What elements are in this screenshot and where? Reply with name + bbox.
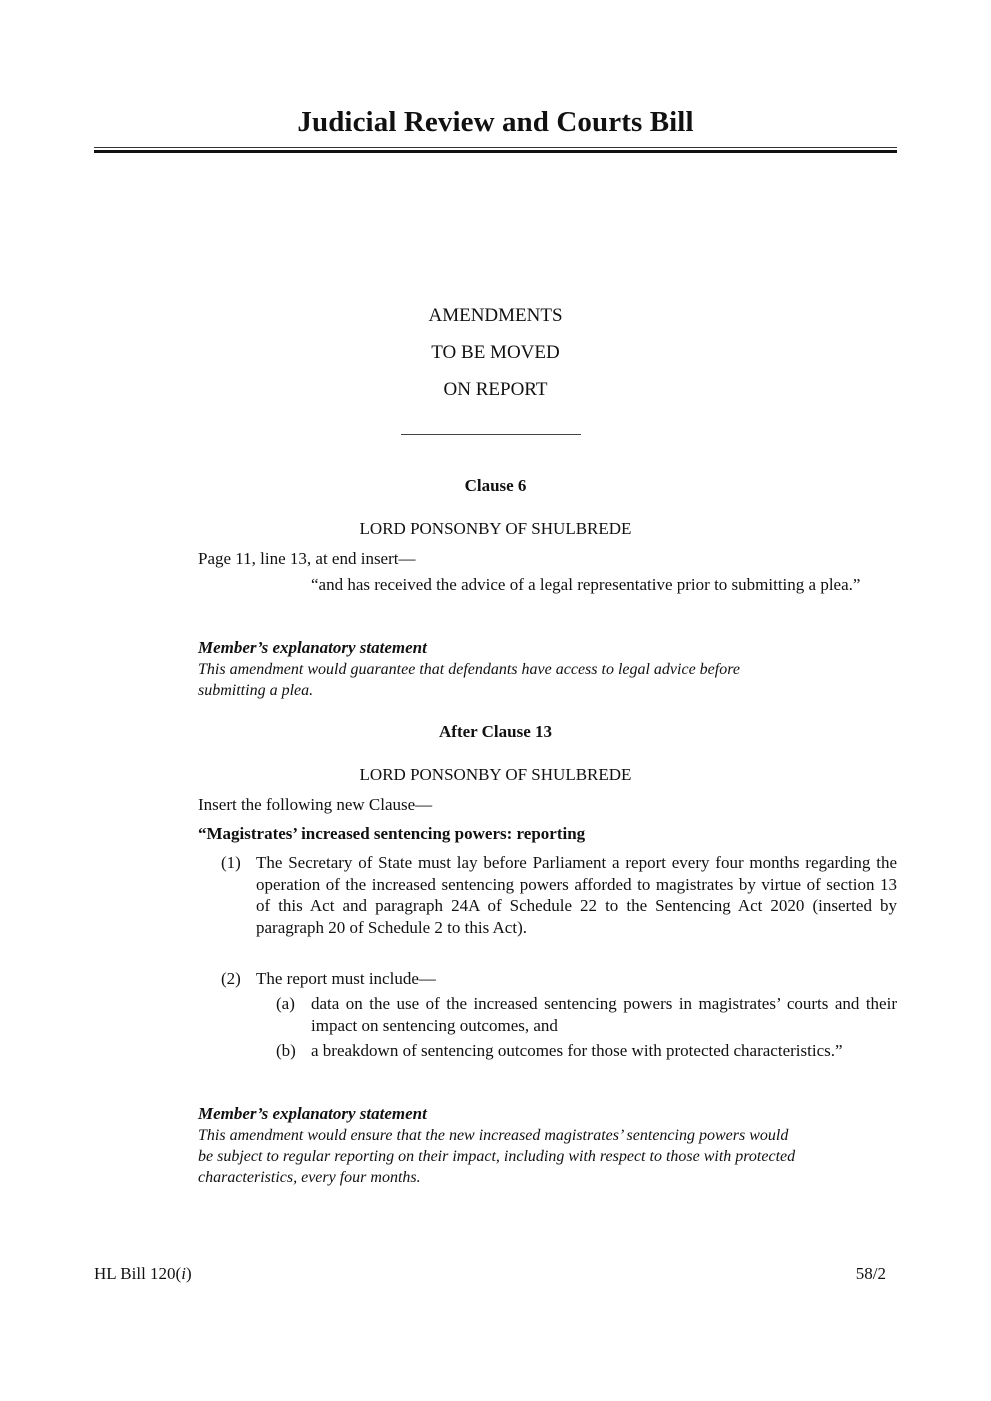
amendment-instruction: Page 11, line 13, at end insert— — [198, 549, 416, 568]
bill-ref-suffix: ) — [185, 1264, 192, 1283]
explanatory-line: characteristics, every four months. — [198, 1169, 421, 1186]
bill-ref-prefix: HL Bill 120( — [94, 1264, 182, 1283]
explanatory-line: This amendment would guarantee that defendants have access to legal advice before — [198, 661, 740, 678]
document-title: Judicial Review and Courts Bill — [297, 106, 694, 138]
page-reference: 58/2 — [855, 1264, 886, 1283]
paragraph-text: a breakdown of sentencing outcomes for those with protected characteristics.” — [311, 1041, 843, 1060]
heading-line-3: ON REPORT — [443, 379, 548, 400]
explanatory-heading: Member’s explanatory statement — [198, 638, 427, 657]
explanatory-line: be subject to regular reporting on their impact, including with respect to those with protected — [198, 1148, 796, 1165]
member-name: LORD PONSONBY OF SHULBREDE — [359, 765, 632, 784]
subsection-number: (2) — [221, 969, 241, 988]
clause-heading: Clause 6 — [464, 476, 527, 495]
bill-ref-print-number: i — [181, 1264, 186, 1283]
paragraph-number: (a) — [276, 994, 295, 1013]
paragraph-number: (b) — [276, 1041, 296, 1060]
explanatory-line: submitting a plea. — [198, 682, 314, 699]
paragraph-text: data on the use of the increased sentencing powers in magistrates’ courts and their impact on sentencing outcomes, and — [311, 994, 897, 1035]
bill-reference — [94, 1264, 192, 1284]
new-clause-title: “Magistrates’ increased sentencing powers: reporting — [198, 824, 586, 843]
explanatory-line: This amendment would ensure that the new increased magistrates’ sentencing powers would — [198, 1127, 789, 1144]
heading-divider — [401, 434, 581, 435]
heading-line-2: TO BE MOVED — [431, 342, 560, 363]
member-name: LORD PONSONBY OF SHULBREDE — [359, 519, 632, 538]
explanatory-heading: Member’s explanatory statement — [198, 1104, 427, 1123]
amendment-instruction: Insert the following new Clause— — [198, 795, 433, 814]
subsection-text: The report must include— — [256, 969, 436, 988]
inserted-text: “and has received the advice of a legal representative prior to submitting a plea.” — [311, 575, 861, 594]
title-rule-thick — [94, 150, 897, 153]
heading-line-1: AMENDMENTS — [428, 305, 563, 326]
clause-heading: After Clause 13 — [439, 722, 552, 741]
subsection-text: The Secretary of State must lay before Parliament a report every four months regarding the operation of the increased sentencing powers afforded to magistrates by virtue of section 13 of this Act and paragraph 24A of Schedule 22 to the Sentencing Act 2020 (inserted by paragraph 20 of Schedule 2 to this Act). — [256, 853, 897, 937]
subsection-number: (1) — [221, 853, 241, 872]
title-rule-thin — [94, 147, 897, 148]
